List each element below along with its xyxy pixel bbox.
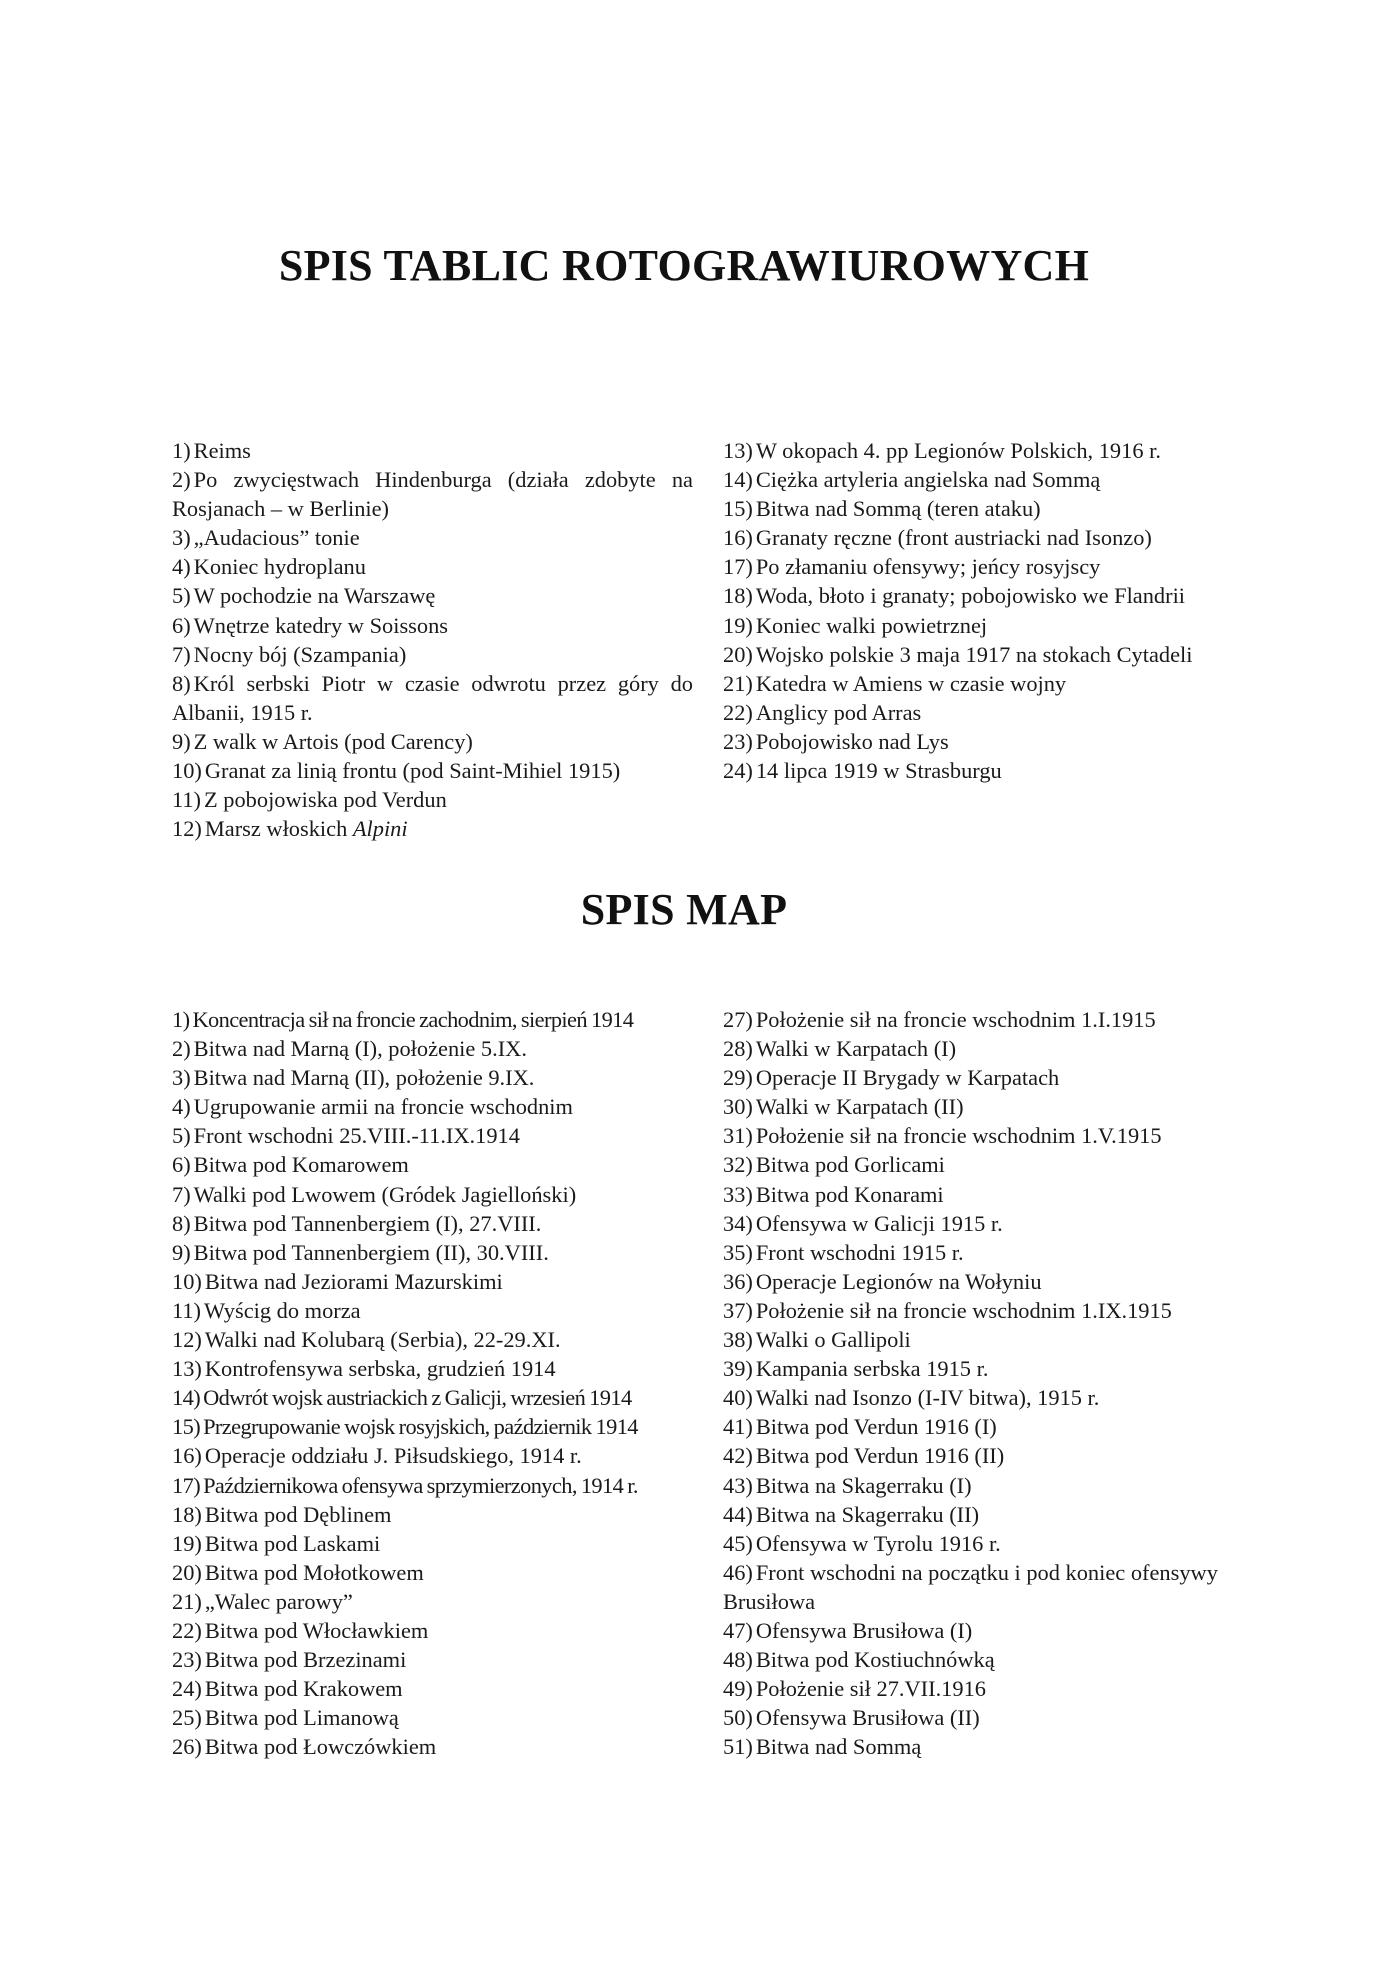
list-entry	[172, 1063, 693, 1092]
entry-text: Ofensywa Brusiłowa (I)	[755, 1617, 973, 1643]
list-entry	[723, 552, 1263, 581]
entry-number: 11)	[172, 1297, 202, 1323]
list-entry	[172, 465, 693, 523]
entry-text: Z walk w Artois (pod Carency)	[193, 728, 473, 754]
entry-text: W pochodzie na Warszawę	[193, 583, 436, 609]
entry-number: 20)	[723, 641, 753, 667]
entry-number: 19)	[723, 612, 753, 638]
list-entry	[172, 1034, 693, 1063]
entry-text: Ofensywa w Tyrolu 1916 r.	[755, 1530, 1001, 1556]
entry-text: Front wschodni na początku i pod koniec ofensywy Brusiłowa	[723, 1559, 1218, 1614]
entry-number: 9)	[172, 1239, 191, 1265]
entry-number: 1)	[172, 438, 191, 463]
list-entry	[723, 1500, 1263, 1529]
entry-number: 21)	[723, 670, 753, 696]
entry-number: 51)	[723, 1734, 753, 1760]
entry-text: Granaty ręczne (front austriacki nad Isonzo)	[755, 525, 1152, 551]
entry-text: Koncentracja sił na froncie zachodnim, sierpień 1914	[192, 1007, 634, 1032]
entry-text: Walki w Karpatach (II)	[755, 1094, 964, 1120]
entry-number: 11)	[172, 787, 202, 813]
entry-number: 15)	[172, 1414, 201, 1440]
list-entry	[172, 1703, 693, 1732]
entry-text: W okopach 4. pp Legionów Polskich, 1916 r.	[755, 438, 1161, 463]
list-entry	[723, 1645, 1263, 1674]
plates-section-title: SPIS TABLIC ROTOGRAWIUROWYCH	[278, 241, 1090, 290]
list-entry	[723, 1034, 1263, 1063]
entry-text: Walki nad Isonzo (I-IV bitwa), 1915 r.	[755, 1385, 1100, 1411]
entry-text: Nocny bój (Szampania)	[193, 641, 407, 667]
entry-text: Bitwa pod Tannenbergiem (I), 27.VIII.	[193, 1210, 542, 1236]
list-entry	[172, 523, 693, 552]
list-entry	[172, 1587, 693, 1616]
entry-number: 23)	[723, 728, 753, 754]
entry-text: Front wschodni 1915 r.	[755, 1239, 964, 1265]
entry-number: 33)	[723, 1181, 753, 1207]
list-entry	[172, 1325, 693, 1354]
entry-number: 15)	[723, 496, 753, 522]
list-entry	[723, 727, 1263, 756]
list-entry	[723, 669, 1263, 698]
list-entry	[723, 698, 1263, 727]
entry-text: Ciężka artyleria angielska nad Sommą	[755, 467, 1101, 493]
entry-text: Październikowa ofensywa sprzymierzonych, 1914 r.	[203, 1472, 638, 1498]
entry-number: 19)	[172, 1530, 202, 1556]
entry-text: Bitwa nad Marną (I), położenie 5.IX.	[193, 1036, 527, 1062]
entry-text: Po złamaniu ofensywy; jeńcy rosyjscy	[755, 554, 1101, 580]
list-entry	[723, 1471, 1263, 1500]
entry-number: 30)	[723, 1094, 753, 1120]
entry-text: „Audacious” tonie	[193, 525, 360, 551]
list-entry	[172, 1150, 693, 1179]
entry-text: Bitwa pod Limanową	[204, 1705, 399, 1731]
entry-number: 23)	[172, 1647, 202, 1673]
entry-text: Bitwa pod Krakowem	[204, 1676, 403, 1702]
entry-text: Walki pod Lwowem (Gródek Jagielloński)	[193, 1181, 577, 1207]
list-entry	[723, 1267, 1263, 1296]
list-entry	[723, 1616, 1263, 1645]
entry-number: 49)	[723, 1676, 753, 1702]
list-entry	[172, 436, 693, 465]
list-entry	[723, 436, 1263, 465]
entry-text: Bitwa na Skagerraku (I)	[755, 1472, 972, 1498]
entry-number: 20)	[172, 1559, 202, 1585]
list-entry	[172, 1005, 693, 1034]
entry-number: 44)	[723, 1501, 753, 1527]
entry-number: 26)	[172, 1734, 202, 1760]
entry-number: 3)	[172, 1065, 191, 1091]
entry-text: Bitwa pod Dęblinem	[204, 1501, 392, 1527]
entry-text: Granat za linią frontu (pod Saint-Mihiel 1915)	[204, 758, 621, 784]
entry-number: 14)	[723, 467, 753, 493]
list-entry	[723, 1238, 1263, 1267]
entry-text: Bitwa pod Łowczówkiem	[204, 1734, 437, 1760]
list-entry	[723, 1121, 1263, 1150]
entry-text: Reims	[193, 438, 251, 463]
entry-number: 2)	[172, 467, 191, 493]
entry-number: 46)	[723, 1559, 753, 1585]
entry-text: Bitwa pod Komarowem	[193, 1152, 409, 1178]
entry-number: 14)	[172, 1385, 201, 1411]
list-entry	[172, 1558, 693, 1587]
entry-number: 35)	[723, 1239, 753, 1265]
entry-number: 22)	[172, 1617, 202, 1643]
list-entry	[172, 1267, 693, 1296]
entry-number: 29)	[723, 1065, 753, 1091]
entry-text: Z pobojowiska pod Verdun	[204, 787, 447, 813]
list-entry	[172, 1529, 693, 1558]
entry-text: Położenie sił 27.VII.1916	[755, 1676, 986, 1702]
list-entry	[723, 581, 1263, 610]
entry-number: 39)	[723, 1356, 753, 1382]
list-entry	[723, 1092, 1263, 1121]
entry-number: 42)	[723, 1443, 753, 1469]
entry-number: 17)	[172, 1472, 201, 1498]
entry-number: 12)	[172, 816, 202, 842]
entry-text: Koniec walki powietrznej	[755, 612, 988, 638]
list-entry	[723, 1674, 1263, 1703]
entry-text: Pobojowisko nad Lys	[755, 728, 949, 754]
entry-text: Ofensywa Brusiłowa (II)	[755, 1705, 980, 1731]
entry-text: Wojsko polskie 3 maja 1917 na stokach Cytadeli	[755, 641, 1193, 667]
list-entry	[172, 1296, 693, 1325]
list-entry	[172, 1354, 693, 1383]
entry-number: 25)	[172, 1705, 202, 1731]
entry-text: 14 lipca 1919 w Strasburgu	[755, 758, 1002, 784]
entry-text: Bitwa pod Verdun 1916 (I)	[755, 1414, 997, 1440]
entry-number: 7)	[172, 1181, 191, 1207]
entry-text: Operacje II Brygady w Karpatach	[755, 1065, 1060, 1091]
entry-text: Ofensywa w Galicji 1915 r.	[755, 1210, 1003, 1236]
entry-number: 32)	[723, 1152, 753, 1178]
list-entry	[723, 611, 1263, 640]
list-entry	[723, 465, 1263, 494]
list-entry	[172, 1238, 693, 1267]
maps-section-title: SPIS MAP	[580, 885, 788, 934]
entry-number: 3)	[172, 525, 191, 551]
entry-text: Bitwa pod Gorlicami	[755, 1152, 945, 1178]
entry-number: 5)	[172, 1123, 191, 1149]
entry-text: Bitwa nad Sommą (teren ataku)	[755, 496, 1041, 522]
list-entry	[172, 814, 693, 843]
list-entry	[172, 1616, 693, 1645]
entry-text: Ugrupowanie armii na froncie wschodnim	[193, 1094, 573, 1120]
list-entry	[172, 552, 693, 581]
entry-number: 45)	[723, 1530, 753, 1556]
list-entry	[172, 1092, 693, 1121]
entry-number: 18)	[172, 1501, 202, 1527]
entry-number: 4)	[172, 554, 191, 580]
list-entry	[172, 1209, 693, 1238]
entry-text: Marsz włoskich	[204, 816, 353, 842]
list-entry	[172, 1412, 693, 1441]
entry-number: 36)	[723, 1268, 753, 1294]
entry-text: Wyścig do morza	[204, 1297, 361, 1323]
maps-list-left-column	[172, 1005, 693, 1761]
entry-number: 5)	[172, 583, 191, 609]
list-entry	[723, 1354, 1263, 1383]
entry-text: Bitwa nad Jeziorami Mazurskimi	[204, 1268, 503, 1294]
entry-text: Bitwa na Skagerraku (II)	[755, 1501, 980, 1527]
entry-text: Operacje oddziału J. Piłsudskiego, 1914 r.	[204, 1443, 582, 1469]
entry-text: Kontrofensywa serbska, grudzień 1914	[204, 1356, 556, 1382]
entry-text: Bitwa nad Marną (II), położenie 9.IX.	[193, 1065, 535, 1091]
entry-number: 24)	[723, 758, 753, 784]
entry-text: Walki nad Kolubarą (Serbia), 22-29.XI.	[204, 1327, 561, 1353]
entry-text: Król serbski Piotr w czasie odwrotu przez góry do Albanii, 1915 r.	[172, 670, 693, 725]
entry-text: Po zwycięstwach Hindenburga (działa zdobyte na Rosjanach – w Berlinie)	[172, 467, 693, 522]
list-entry	[723, 1383, 1263, 1412]
list-entry	[172, 581, 693, 610]
entry-number: 41)	[723, 1414, 753, 1440]
entry-number: 10)	[172, 758, 202, 784]
entry-text: Bitwa pod Kostiuchnówką	[755, 1647, 995, 1673]
list-entry	[723, 1558, 1263, 1616]
list-entry	[723, 640, 1263, 669]
list-entry	[723, 1180, 1263, 1209]
list-entry	[172, 756, 693, 785]
list-entry	[172, 727, 693, 756]
entry-number: 24)	[172, 1676, 202, 1702]
entry-number: 17)	[723, 554, 753, 580]
entry-number: 8)	[172, 1210, 191, 1236]
entry-number: 2)	[172, 1036, 191, 1062]
list-entry	[172, 1383, 693, 1412]
entry-number: 12)	[172, 1327, 202, 1353]
entry-text: Front wschodni 25.VIII.-11.IX.1914	[193, 1123, 520, 1149]
entry-number: 8)	[172, 670, 191, 696]
entry-number: 13)	[172, 1356, 202, 1382]
entry-text: Koniec hydroplanu	[193, 554, 366, 580]
list-entry	[172, 1121, 693, 1150]
entry-number: 34)	[723, 1210, 753, 1236]
entry-text: „Walec parowy”	[204, 1588, 353, 1614]
entry-text: Bitwa pod Laskami	[204, 1530, 381, 1556]
entry-text: Bitwa pod Verdun 1916 (II)	[755, 1443, 1005, 1469]
entry-text: Kampania serbska 1915 r.	[755, 1356, 989, 1382]
plates-list-right-column	[723, 436, 1263, 785]
list-entry	[723, 1325, 1263, 1354]
entry-number: 18)	[723, 583, 753, 609]
entry-number: 50)	[723, 1705, 753, 1731]
list-entry	[723, 1703, 1263, 1732]
entry-number: 28)	[723, 1036, 753, 1062]
entry-number: 38)	[723, 1327, 753, 1353]
plates-list-left-column	[172, 436, 693, 843]
list-entry	[172, 611, 693, 640]
entry-text: Bitwa pod Konarami	[755, 1181, 944, 1207]
list-entry	[723, 1005, 1263, 1034]
entry-number: 9)	[172, 728, 191, 754]
entry-text: Położenie sił na froncie wschodnim 1.I.1915	[755, 1007, 1156, 1032]
entry-text: Anglicy pod Arras	[755, 699, 922, 725]
list-entry	[172, 1500, 693, 1529]
list-entry	[723, 1150, 1263, 1179]
entry-text: Bitwa pod Włocławkiem	[204, 1617, 429, 1643]
entry-number: 37)	[723, 1297, 753, 1323]
entry-text: Położenie sił na froncie wschodnim 1.IX.1915	[755, 1297, 1172, 1323]
list-entry	[172, 640, 693, 669]
list-entry	[723, 1412, 1263, 1441]
entry-number: 16)	[172, 1443, 202, 1469]
entry-number: 22)	[723, 699, 753, 725]
entry-number: 10)	[172, 1268, 202, 1294]
entry-number: 16)	[723, 525, 753, 551]
list-entry	[172, 1674, 693, 1703]
entry-text: Operacje Legionów na Wołyniu	[755, 1268, 1042, 1294]
entry-text-italic: Alpini	[352, 816, 408, 842]
entry-text: Bitwa pod Brzezinami	[204, 1647, 407, 1673]
list-entry	[172, 1441, 693, 1470]
entry-number: 27)	[723, 1007, 753, 1032]
list-entry	[172, 1645, 693, 1674]
entry-text: Bitwa pod Tannenbergiem (II), 30.VIII.	[193, 1239, 549, 1265]
entry-text: Wnętrze katedry w Soissons	[193, 612, 448, 638]
entry-number: 31)	[723, 1123, 753, 1149]
list-entry	[723, 1063, 1263, 1092]
entry-text: Bitwa nad Sommą	[755, 1734, 922, 1760]
entry-text: Bitwa pod Mołotkowem	[204, 1559, 424, 1585]
entry-number: 4)	[172, 1094, 191, 1120]
entry-number: 6)	[172, 1152, 191, 1178]
entry-number: 43)	[723, 1472, 753, 1498]
list-entry	[172, 1180, 693, 1209]
entry-number: 1)	[172, 1007, 190, 1032]
entry-number: 48)	[723, 1647, 753, 1673]
entry-number: 7)	[172, 641, 191, 667]
list-entry	[723, 1441, 1263, 1470]
list-entry	[172, 1471, 693, 1500]
list-entry	[723, 1529, 1263, 1558]
entry-text: Przegrupowanie wojsk rosyjskich, październik 1914	[203, 1414, 638, 1440]
entry-number: 40)	[723, 1385, 753, 1411]
entry-text: Woda, błoto i granaty; pobojowisko we Flandrii	[755, 583, 1186, 609]
list-entry	[172, 669, 693, 727]
list-entry	[723, 756, 1263, 785]
list-entry	[172, 1732, 693, 1761]
list-entry	[723, 1296, 1263, 1325]
list-entry	[723, 494, 1263, 523]
entry-text: Położenie sił na froncie wschodnim 1.V.1915	[755, 1123, 1162, 1149]
entry-text: Katedra w Amiens w czasie wojny	[755, 670, 1067, 696]
entry-number: 47)	[723, 1617, 753, 1643]
entry-number: 13)	[723, 438, 753, 463]
list-entry	[723, 1732, 1263, 1761]
maps-list-right-column	[723, 1005, 1263, 1761]
entry-text: Walki o Gallipoli	[755, 1327, 911, 1353]
list-entry	[723, 523, 1263, 552]
list-entry	[723, 1209, 1263, 1238]
list-entry	[172, 785, 693, 814]
entry-text: Odwrót wojsk austriackich z Galicji, wrzesień 1914	[203, 1385, 632, 1411]
entry-number: 6)	[172, 612, 191, 638]
entry-number: 21)	[172, 1588, 202, 1614]
entry-text: Walki w Karpatach (I)	[755, 1036, 957, 1062]
